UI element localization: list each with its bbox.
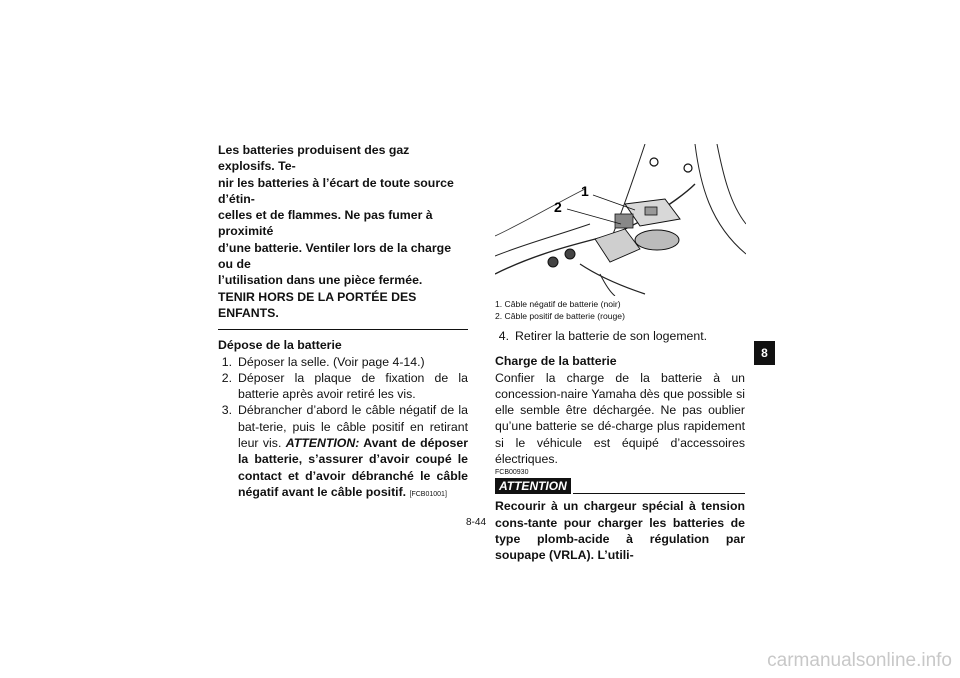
attention-text: Recourir à un chargeur spécial à tension cons-tante pour charger les batteries de type plomb-acide à régulation par soupape (VRLA). L’utili- bbox=[495, 499, 745, 563]
callout-1: 1 bbox=[581, 183, 589, 199]
step-item bbox=[495, 328, 745, 344]
removal-heading: Dépose de la batterie bbox=[218, 338, 342, 353]
step-number: 4. bbox=[498, 329, 509, 343]
callout-2: 2 bbox=[554, 199, 562, 215]
watermark: carmanualsonline.info bbox=[767, 650, 952, 671]
reference-code: [FCB01001] bbox=[409, 490, 447, 498]
attention-label: ATTENTION bbox=[495, 478, 571, 494]
step-text: Retirer la batterie de son logement. bbox=[515, 329, 708, 343]
warning-divider bbox=[218, 329, 468, 330]
step-item bbox=[218, 370, 468, 403]
battery-photo bbox=[495, 144, 746, 296]
step-number: 3. bbox=[221, 403, 232, 418]
step-text: Déposer la plaque de fixation de la batterie après avoir retiré les vis. bbox=[238, 370, 468, 402]
step-number: 2. bbox=[221, 370, 232, 385]
left-column bbox=[218, 142, 468, 503]
step-number: 1. bbox=[221, 354, 232, 369]
charge-paragraph: Confier la charge de la batterie à un concession-naire Yamaha dès que possible si elle semble être déchargée. Ne pas oublier qu’une batterie se dé-charge plus rapidement si le véhicule est équipé d’accessoires électriques. bbox=[495, 370, 745, 467]
warning-line: l’utilisation dans une pièce fermée. bbox=[218, 273, 423, 288]
step-item bbox=[218, 402, 468, 503]
warning-line: TENIR HORS DE LA PORTÉE DES ENFANTS. bbox=[218, 289, 417, 320]
caption-line: 2. Câble positif de batterie (rouge) bbox=[495, 311, 625, 321]
chapter-tab: 8 bbox=[754, 341, 775, 365]
figure-captions bbox=[495, 298, 745, 322]
attention-word: ATTENTION: bbox=[285, 436, 360, 451]
reference-code: FCB00930 bbox=[495, 469, 529, 477]
step-text: Déposer la selle. (Voir page 4-14.) bbox=[238, 354, 425, 369]
warning-line: celles et de flammes. Ne pas fumer à proximité bbox=[218, 208, 433, 239]
caption-line: 1. Câble négatif de batterie (noir) bbox=[495, 299, 621, 309]
warning-line: d’une batterie. Ventiler lors de la charge ou de bbox=[218, 240, 452, 272]
attention-rule bbox=[573, 493, 745, 494]
step-item bbox=[218, 354, 468, 370]
warning-text bbox=[218, 142, 468, 321]
attention-header bbox=[495, 478, 745, 494]
warning-line: Les batteries produisent des gaz explosifs. Te- bbox=[218, 143, 410, 174]
attention-text: Avant de déposer la batterie, s’assurer d’avoir coupé le contact et d’avoir débranché le câble négatif avant le câble positif. bbox=[238, 436, 468, 499]
page-number: 8-44 bbox=[466, 517, 487, 528]
right-column bbox=[495, 144, 745, 564]
step-text: Débrancher d’abord le câble négatif de la bat-terie, puis le câble positif en retirant leur vis. bbox=[238, 403, 468, 451]
charge-heading: Charge de la batterie bbox=[495, 354, 617, 369]
warning-line: nir les batteries à l’écart de toute source d’étin- bbox=[218, 175, 454, 206]
